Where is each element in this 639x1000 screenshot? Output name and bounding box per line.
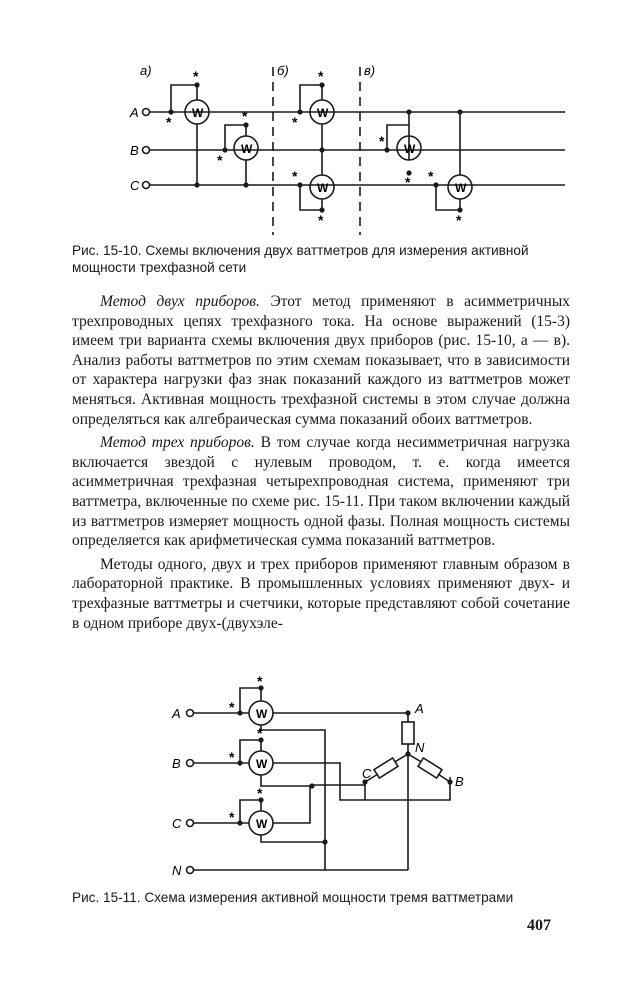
polarity-star: * — [428, 168, 434, 184]
polarity-star: * — [217, 152, 223, 168]
figure2-phase-b: B — [172, 756, 181, 771]
wattmeter-label: W — [256, 757, 268, 771]
paragraph-lead: Метод трех приборов. — [100, 434, 255, 452]
polarity-star: * — [229, 749, 235, 765]
polarity-star: * — [292, 168, 298, 184]
polarity-star: * — [193, 68, 199, 84]
figure1-label-b: б) — [277, 63, 289, 78]
wattmeter-label: W — [256, 707, 268, 721]
load-node-c: C — [362, 766, 372, 781]
figure1-phase-c: C — [130, 178, 140, 193]
polarity-star: * — [318, 212, 324, 228]
paragraph-text: В том случае когда несимметричная нагрузка включается звездой с нулевым проводом, т. е. когда имеется асимметричная трехфазная четырехпроводная система, применяют три ваттметра, включенные по схеме рис. 15-11. При таком включении каждый из ваттметров измеряет мощность одной фазы. Полная мощность системы определяется как арифметическая сумма показаний ваттметров. — [72, 434, 571, 550]
paragraph-text: Методы одного, двух и трех приборов применяют главным образом в лабораторной практике. В промышленных условиях применяют двух- и трехфазные ваттметры и счетчики, которые представляют собой сочетание в одном приборе двух-(двухэле- — [72, 555, 570, 632]
wattmeter-label: W — [317, 181, 329, 195]
figure-15-10 — [60, 55, 580, 240]
load-node-a: A — [415, 701, 424, 716]
polarity-star: * — [229, 699, 235, 715]
body-text — [72, 292, 570, 637]
figure2-caption: Рис. 15-11. Схема измерения активной мощности тремя ваттметрами — [72, 890, 514, 905]
figure-15-11 — [160, 673, 490, 882]
polarity-star: * — [257, 673, 263, 689]
figure2-phase-c: C — [172, 816, 182, 831]
polarity-star: * — [257, 785, 263, 801]
wattmeter-label: W — [317, 106, 329, 120]
figure1-label-v: в) — [364, 63, 376, 78]
figure1-phase-b: B — [130, 143, 139, 158]
wattmeter-label: W — [192, 106, 204, 120]
polarity-star: * — [292, 114, 298, 130]
wattmeter-label: W — [241, 142, 253, 156]
polarity-star: * — [257, 725, 263, 741]
polarity-star: * — [318, 68, 324, 84]
wattmeter-label: W — [256, 817, 268, 831]
paragraph — [72, 292, 570, 429]
figure1-caption: Рис. 15-10. Схемы включения двух ваттметров для измерения активной мощности трехфазной сети — [72, 243, 529, 275]
polarity-star: * — [379, 133, 385, 149]
load-node-b: B — [455, 774, 464, 789]
polarity-star: * — [456, 212, 462, 228]
wattmeter-label: W — [404, 142, 416, 156]
paragraph-lead: Метод двух приборов. — [100, 293, 260, 310]
figure2-phase-n: N — [172, 863, 182, 878]
figure1-phase-a: A — [130, 105, 139, 120]
figure1-label-a: а) — [140, 63, 152, 78]
paragraph-text: Этот метод применяют в асимметричных трехпроводных цепях трехфазного тока. На основе выражений (15-3) имеем три варианта схемы включения двух приборов (рис. 15-10, а — в). Анализ работы ваттметров по этим схемам показывает, что в зависимости от характера нагрузки фаз знак показаний каждого из ваттметров может меняться. Активная мощность трехфазной системы в этом случае должна определяться как алгебраическая сумма показаний обоих ваттметров. — [72, 293, 570, 428]
polarity-star: * — [405, 174, 411, 190]
polarity-star: * — [242, 108, 248, 124]
polarity-star: * — [229, 809, 235, 825]
polarity-star: * — [166, 114, 172, 130]
paragraph — [72, 555, 570, 633]
page-number: 407 — [527, 917, 551, 934]
paragraph — [72, 433, 570, 551]
wattmeter-label: W — [455, 181, 467, 195]
figure2-phase-a: A — [172, 706, 181, 721]
load-node-n: N — [415, 740, 425, 755]
